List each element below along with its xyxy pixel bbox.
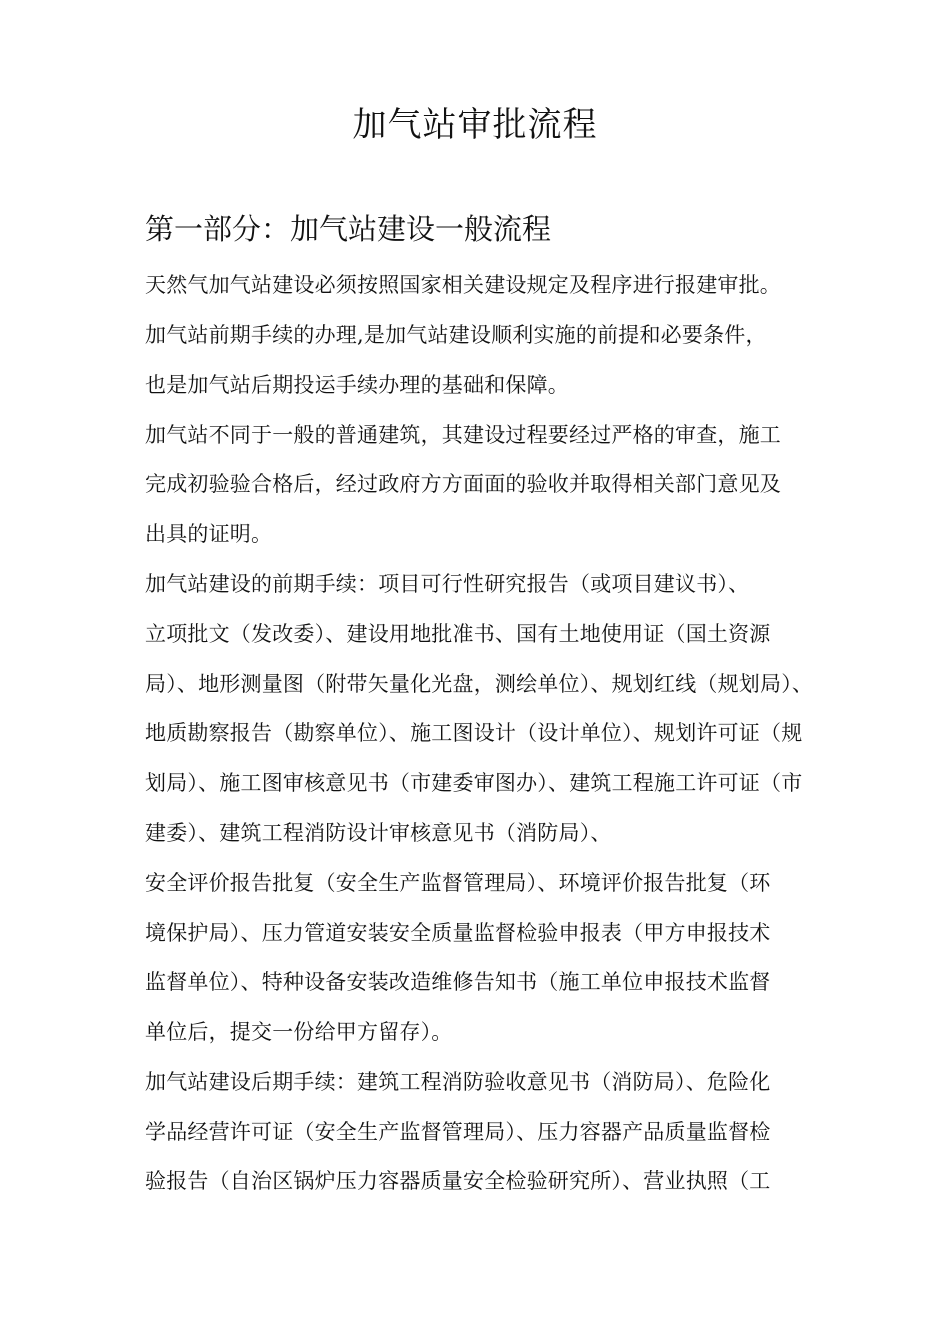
body-line: 监督单位）、特种设备安装改造维修告知书（施工单位申报技术监督 bbox=[145, 970, 771, 994]
body-line: 划局）、施工图审核意见书（市建委审图办）、建筑工程施工许可证（市 bbox=[145, 771, 803, 795]
body-line: 境保护局）、压力管道安装安全质量监督检验申报表（甲方申报技术 bbox=[145, 921, 771, 945]
body-line: 地质勘察报告（勘察单位）、施工图设计（设计单位）、规划许可证（规 bbox=[145, 721, 803, 745]
body-line: 加气站前期手续的办理,是加气站建设顺利实施的前提和必要条件， bbox=[145, 323, 767, 347]
body-line: 立项批文（发改委）、建设用地批准书、国有土地使用证（国土资源 bbox=[145, 622, 771, 646]
body-line: 加气站建设的前期手续：项目可行性研究报告（或项目建议书）、 bbox=[145, 572, 750, 596]
body-line: 完成初验验合格后，经过政府方方面面的验收并取得相关部门意见及 bbox=[145, 472, 781, 496]
body-line: 单位后，提交一份给甲方留存）。 bbox=[145, 1020, 453, 1044]
body-line: 也是加气站后期投运手续办理的基础和保障。 bbox=[145, 373, 569, 397]
body-line: 天然气加气站建设必须按照国家相关建设规定及程序进行报建审批。 bbox=[145, 273, 781, 297]
section-heading: 第一部分：加气站建设一般流程 bbox=[145, 212, 552, 246]
body-line: 建委）、建筑工程消防设计审核意见书（消防局）、 bbox=[145, 821, 612, 845]
body-line: 出具的证明。 bbox=[145, 522, 273, 546]
body-line: 加气站建设后期手续：建筑工程消防验收意见书（消防局）、危险化 bbox=[145, 1070, 771, 1094]
body-line: 局）、地形测量图（附带矢量化光盘，测绘单位）、规划红线（规划局）、 bbox=[145, 672, 814, 696]
body-line: 安全评价报告批复（安全生产监督管理局）、环境评价报告批复（环 bbox=[145, 871, 771, 895]
body-line: 验报告（自治区锅炉压力容器质量安全检验研究所）、营业执照（工 bbox=[145, 1169, 771, 1193]
body-line: 学品经营许可证（安全生产监督管理局）、压力容器产品质量监督检 bbox=[145, 1120, 771, 1144]
document-title: 加气站审批流程 bbox=[352, 105, 598, 145]
body-line: 加气站不同于一般的普通建筑，其建设过程要经过严格的审查，施工 bbox=[145, 423, 781, 447]
